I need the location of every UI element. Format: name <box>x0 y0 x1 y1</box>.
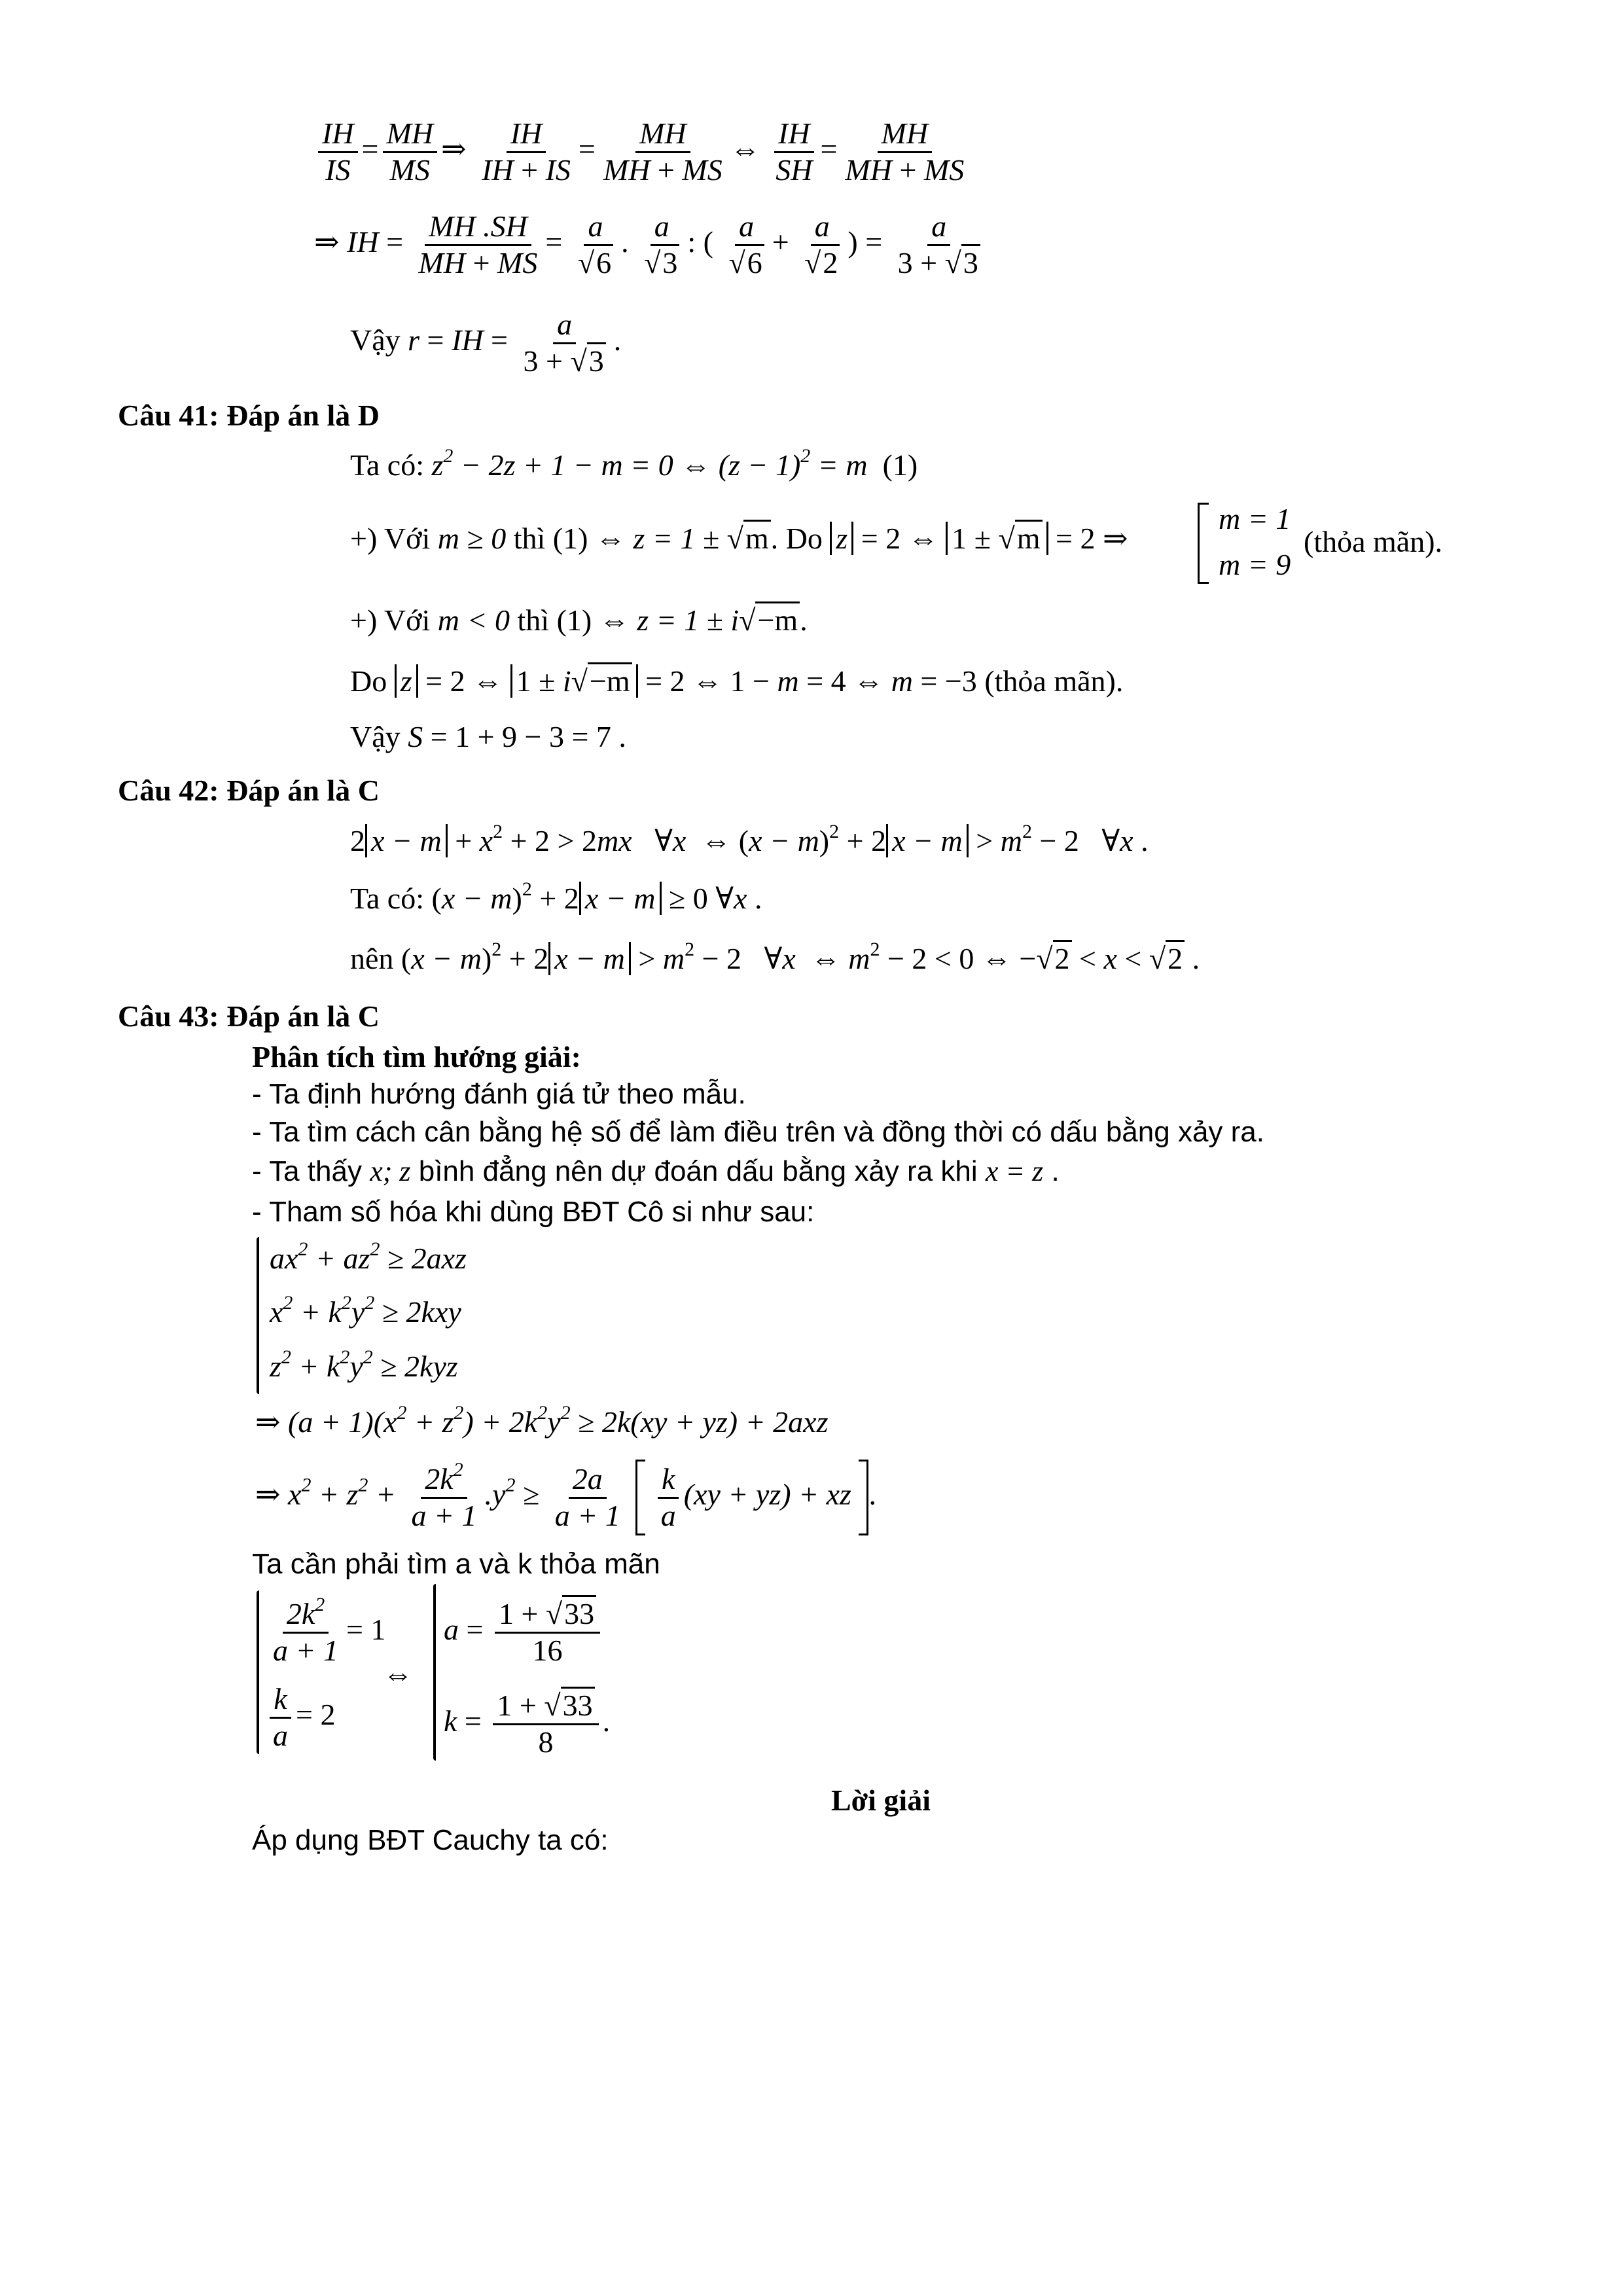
analysis-title: Phân tích tìm hướng giải: <box>252 1040 581 1073</box>
question-42-title: Câu 42: Đáp án là C <box>118 774 380 807</box>
normalized-line: ⇒ $x^2 + z^2$ + $\frac{2k^2}{a + 1}$ $.y^2$ ≥ $\frac{2a}{a + 1}$ $\frac{k}{a}$ (xy + yz) + xz . <box>255 1460 876 1535</box>
param-eq-1: $\frac{2k^2}{a + 1}$ = 1 <box>273 1594 386 1667</box>
q41-case-bracket <box>1198 503 1209 584</box>
system-brace-1 <box>257 1237 259 1394</box>
param-brace-left <box>257 1590 259 1754</box>
param-sol-k: k = $\frac{1 + √33}{8}$ . <box>444 1689 610 1760</box>
q41-line-5: Vậy S = 1 + 9 − 3 = 7 . <box>350 720 626 753</box>
question-41-title: Câu 41: Đáp án là D <box>118 399 380 432</box>
system-ineq-3: $z^2 + k^2y^2 \ge 2kyz$ <box>270 1346 458 1383</box>
analysis-bullet-1: - Ta định hướng đánh giá tử theo mẫu. <box>252 1078 746 1110</box>
need-find-text: Ta cần phải tìm a và k thỏa mãn <box>252 1548 660 1580</box>
derivation-line-2: ⇒ IH = $\frac{MH .SH}{MH + MS}$ = $\frac{a}{√6}$ . $\frac{a}{√3}$ : ( $\frac{a}{√6}$ + $\frac{a}{√2}$ ) = $\frac{a}{3 + √3}$ <box>314 209 988 281</box>
param-sol-a: a = $\frac{1 + √33}{16}$ <box>444 1597 604 1668</box>
q41-line-4: Do z = 2 ⇔ 1 ± i√−m = 2 ⇔ 1 − m = 4 ⇔ m = −3 (thỏa mãn). <box>350 666 1123 696</box>
derivation-conclusion: Vậy r = IH = $\frac{a}{3 + √3}$ . <box>350 308 622 378</box>
analysis-bullet-4: - Tham số hóa khi dùng BĐT Cô si như sau: <box>252 1196 815 1228</box>
question-43-title: Câu 43: Đáp án là C <box>118 999 380 1033</box>
q41-line-1: Ta có: $z^2 - 2z + 1 - m = 0$ ⇔ $(z - 1)^2 = m$ (1) <box>350 445 918 482</box>
sum-line: ⇒ $(a + 1)(x^2 + z^2) + 2k^2y^2 \ge 2k(xy + yz) + 2axz$ <box>255 1402 829 1439</box>
q42-line-3: nên $(x - m)^2 + 2$ $x - m > m^2 - 2$ ∀x ⇔ $m^2 - 2 < 0$ ⇔ −√2 < x < √2 . <box>350 939 1200 975</box>
solution-title: Lời giải <box>831 1784 931 1817</box>
q41-line-2: +) Với m ≥ 0 thì (1) ⇔ z = 1 ± √m. Do z = 2 ⇔ 1 ± √m = 2 ⇒ <box>350 524 1128 554</box>
q41-case1-note: (thỏa mãn). <box>1304 525 1443 558</box>
q42-line-1: 2 $x - m + x^2 + 2 > 2mx$ ∀x ⇔ $(x - m)^2 + 2$ $x - m > m^2 - 2$ ∀x . <box>350 821 1149 857</box>
q41-case-m9: m = 9 <box>1219 548 1291 581</box>
q42-line-2: Ta có: $(x - m)^2 + 2$ x − m ≥ 0 ∀x . <box>350 878 762 915</box>
param-equiv: ⇔ <box>383 1657 413 1691</box>
system-ineq-2: $x^2 + k^2y^2 \ge 2kxy$ <box>270 1292 461 1329</box>
apply-cauchy-text: Áp dụng BĐT Cauchy ta có: <box>252 1824 609 1856</box>
derivation-line-1: $\frac{IH}{IS}$ = $\frac{MH}{MS}$ ⇒ $\frac{IH}{IH + IS}$ = $\frac{MH}{MH + MS}$ ⇔ $\frac{IH}{SH}$ = $\frac{MH}{MH + MS}$ <box>314 117 972 188</box>
q41-line-3: +) Với m < 0 thì (1) ⇔ z = 1 ± i√−m. <box>350 605 808 636</box>
param-brace-right <box>433 1584 436 1761</box>
param-eq-2: $\frac{k}{a}$ = 2 <box>265 1682 335 1753</box>
analysis-bullet-2: - Ta tìm cách cân bằng hệ số để làm điều trên và đồng thời có dấu bằng xảy ra. <box>252 1116 1264 1148</box>
q41-case-m1: m = 1 <box>1219 502 1291 535</box>
system-ineq-1: $ax^2 + az^2 \ge 2axz$ <box>270 1238 467 1275</box>
analysis-bullet-3: - Ta thấy x; z bình đẳng nên dự đoán dấu bằng xảy ra khi x = z . <box>252 1155 1060 1187</box>
